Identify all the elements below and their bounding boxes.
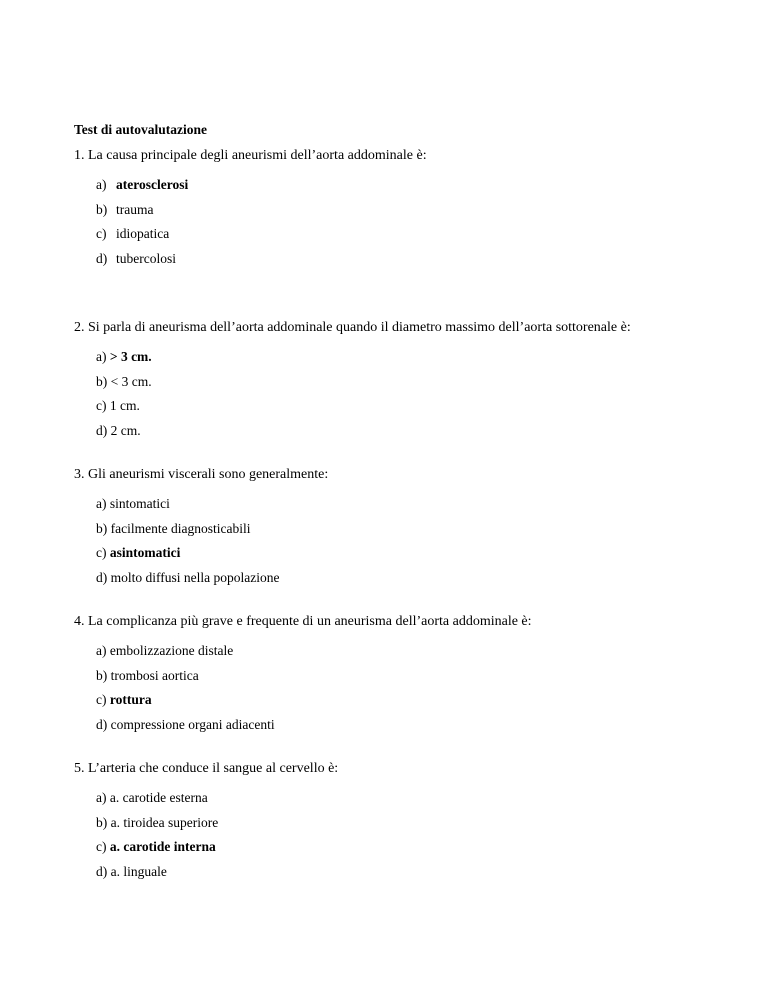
question-5 — [74, 760, 338, 884]
option-a — [74, 492, 328, 517]
option-list — [74, 345, 631, 443]
option-c — [74, 222, 427, 247]
option-letter: c) — [96, 545, 107, 560]
option-d — [74, 247, 427, 272]
option-b — [74, 198, 427, 223]
option-text: trauma — [116, 201, 154, 217]
option-b — [74, 370, 631, 395]
option-letter: d) — [96, 863, 108, 879]
option-text-correct: asintomatici — [109, 545, 181, 560]
question-2 — [74, 319, 631, 443]
option-text: trombosi aortica — [110, 667, 199, 683]
option-letter: a) — [96, 496, 107, 511]
option-b — [74, 517, 328, 542]
option-c — [74, 835, 338, 860]
option-letter: b) — [96, 520, 108, 536]
option-b — [74, 811, 338, 836]
option-letter: b) — [96, 373, 108, 389]
option-letter: d) — [96, 569, 108, 585]
option-text: a. carotide esterna — [109, 790, 208, 805]
option-letter: d) — [96, 422, 108, 438]
option-d — [74, 713, 532, 738]
option-list — [74, 786, 338, 884]
option-d — [74, 566, 328, 591]
option-letter: a) — [96, 790, 107, 805]
option-letter: a) — [96, 349, 107, 364]
question-text: 1. La causa principale degli aneurismi dell’aorta addominale è: — [74, 148, 427, 163]
option-letter: c) — [96, 398, 107, 413]
option-letter: c) — [96, 226, 107, 241]
option-text: < 3 cm. — [110, 373, 152, 389]
option-text: embolizzazione distale — [109, 643, 234, 658]
option-text-correct: aterosclerosi — [116, 177, 189, 192]
option-text-correct: > 3 cm. — [109, 349, 152, 364]
option-text: 1 cm. — [109, 398, 140, 413]
question-4 — [74, 613, 532, 737]
option-text: a. tiroidea superiore — [110, 814, 219, 830]
question-3 — [74, 466, 328, 590]
option-letter: a) — [96, 177, 107, 192]
option-c — [74, 394, 631, 419]
option-text: tubercolosi — [116, 250, 176, 266]
option-a — [74, 786, 338, 811]
option-d — [74, 419, 631, 444]
option-text: 2 cm. — [110, 422, 141, 438]
option-text: facilmente diagnosticabili — [110, 520, 251, 536]
question-text: 4. La complicanza più grave e frequente di un aneurisma dell’aorta addominale è: — [74, 614, 532, 629]
option-text-correct: rottura — [109, 692, 152, 707]
option-text: sintomatici — [109, 496, 170, 511]
option-letter: c) — [96, 692, 107, 707]
option-a — [74, 173, 427, 198]
option-text-correct: a. carotide interna — [109, 839, 216, 854]
option-c — [74, 688, 532, 713]
option-letter: c) — [96, 839, 107, 854]
option-letter: b) — [96, 201, 108, 217]
option-a — [74, 345, 631, 370]
option-list — [74, 173, 427, 271]
option-list — [74, 639, 532, 737]
option-b — [74, 664, 532, 689]
option-text: idiopatica — [116, 226, 170, 241]
option-letter: d) — [96, 250, 108, 266]
option-d — [74, 860, 338, 885]
option-text: compressione organi adiacenti — [110, 716, 275, 732]
option-text: molto diffusi nella popolazione — [110, 569, 280, 585]
question-1 — [74, 147, 427, 271]
question-text: 2. Si parla di aneurisma dell’aorta addominale quando il diametro massimo dell’aorta sottorenale è: — [74, 320, 631, 335]
option-letter: a) — [96, 643, 107, 658]
question-text: 3. Gli aneurismi viscerali sono generalmente: — [74, 467, 329, 482]
option-text: a. linguale — [110, 863, 167, 879]
option-letter: d) — [96, 716, 108, 732]
option-list — [74, 492, 328, 590]
option-a — [74, 639, 532, 664]
option-c — [74, 541, 328, 566]
option-letter: b) — [96, 667, 108, 683]
question-text: 5. L’arteria che conduce il sangue al cervello è: — [74, 761, 339, 776]
option-letter: b) — [96, 814, 108, 830]
page-title: Test di autovalutazione — [74, 122, 208, 137]
